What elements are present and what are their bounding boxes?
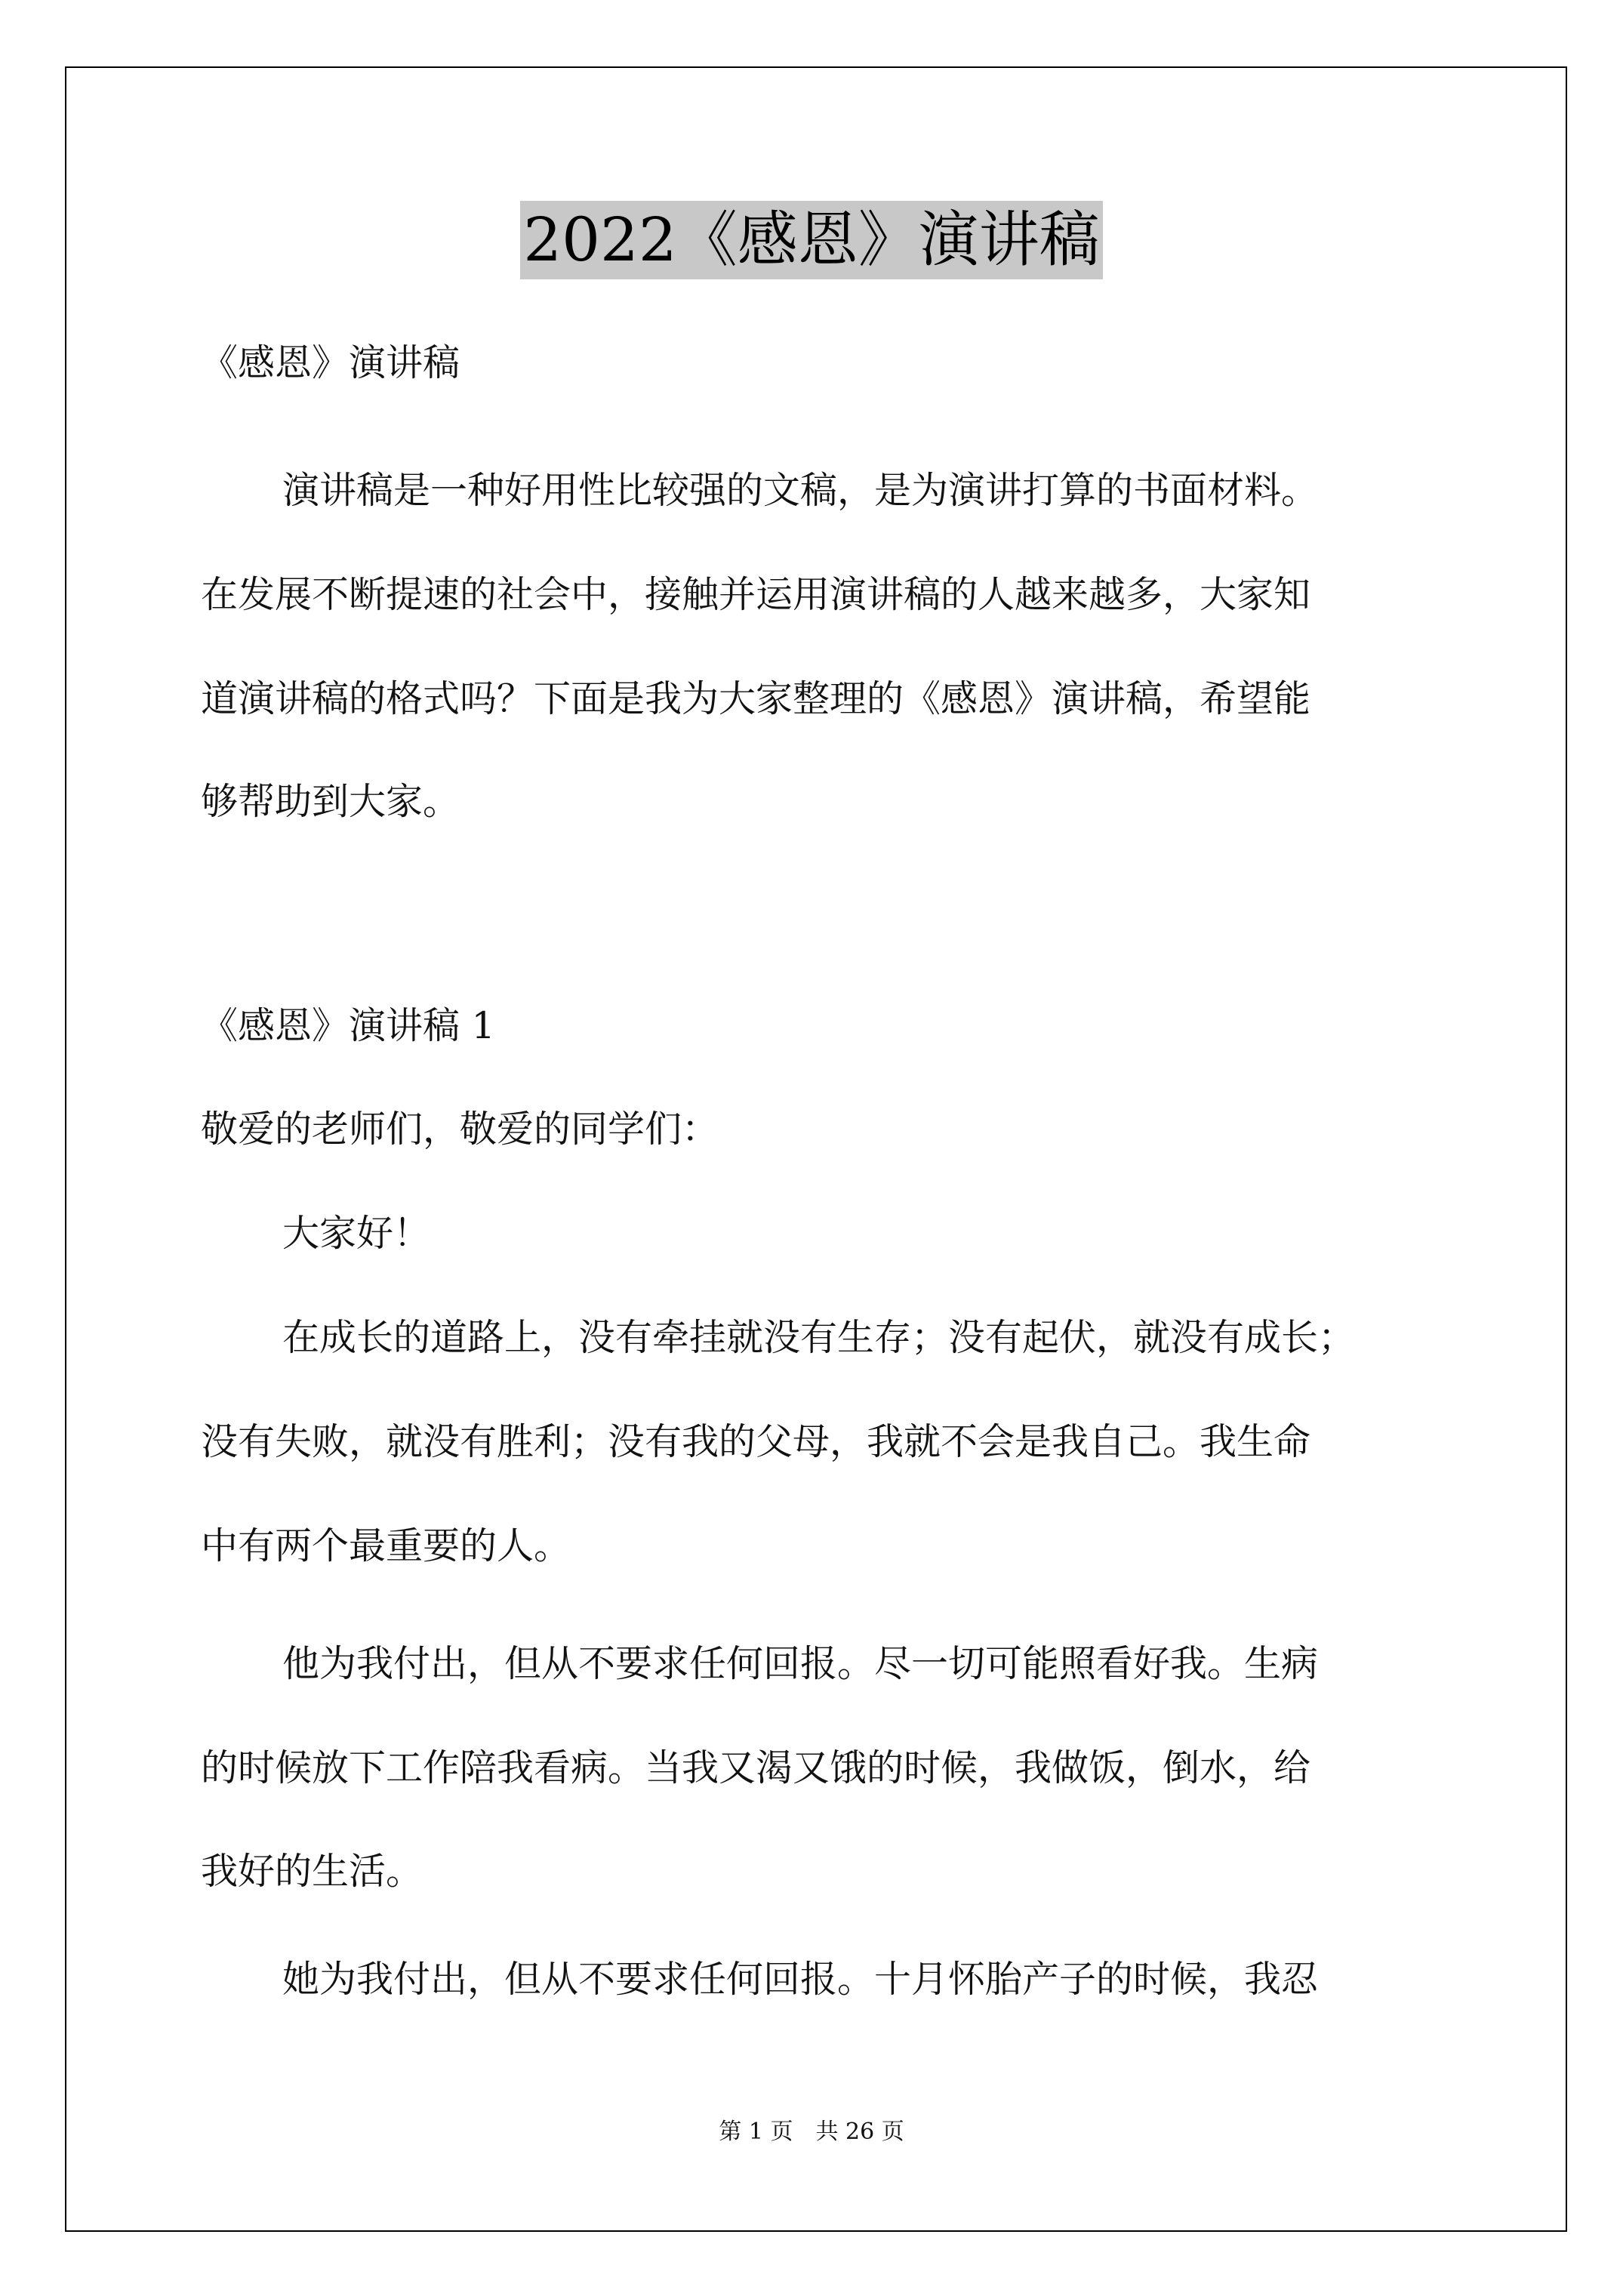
salutation-line: 敬爱的老师们，敬爱的同学们： <box>201 1108 719 1151</box>
paragraph-line: 演讲稿是一种好用性比较强的文稿，是为演讲打算的书面材料。 <box>282 469 1319 512</box>
paragraph-line: 他为我付出，但从不要求任何回报。尽一切可能照看好我。生病 <box>282 1642 1319 1685</box>
page-number-footer: 第 1 页 共 26 页 <box>719 2119 904 2145</box>
paragraph-line: 她为我付出，但从不要求任何回报。十月怀胎产子的时候，我忍 <box>282 1958 1319 2001</box>
paragraph-line: 在成长的道路上，没有牵挂就没有生存；没有起伏，就没有成长； <box>282 1316 1356 1359</box>
paragraph-line: 中有两个最重要的人。 <box>201 1524 571 1567</box>
title-container <box>0 201 1623 279</box>
greeting-line: 大家好！ <box>282 1212 431 1255</box>
document-title: 2022《感恩》演讲稿 <box>520 201 1103 279</box>
subtitle-line: 《感恩》演讲稿 <box>201 341 460 384</box>
section-heading: 《感恩》演讲稿 1 <box>201 1004 495 1047</box>
paragraph-line: 道演讲稿的格式吗？下面是我为大家整理的《感恩》演讲稿，希望能 <box>201 677 1311 720</box>
paragraph-line: 我好的生活。 <box>201 1850 423 1893</box>
paragraph-line: 没有失败，就没有胜利；没有我的父母，我就不会是我自己。我生命 <box>201 1420 1311 1463</box>
paragraph-line: 够帮助到大家。 <box>201 780 460 823</box>
paragraph-line: 的时候放下工作陪我看病。当我又渴又饿的时候，我做饭，倒水，给 <box>201 1746 1311 1789</box>
paragraph-line: 在发展不断提速的社会中，接触并运用演讲稿的人越来越多，大家知 <box>201 573 1311 616</box>
